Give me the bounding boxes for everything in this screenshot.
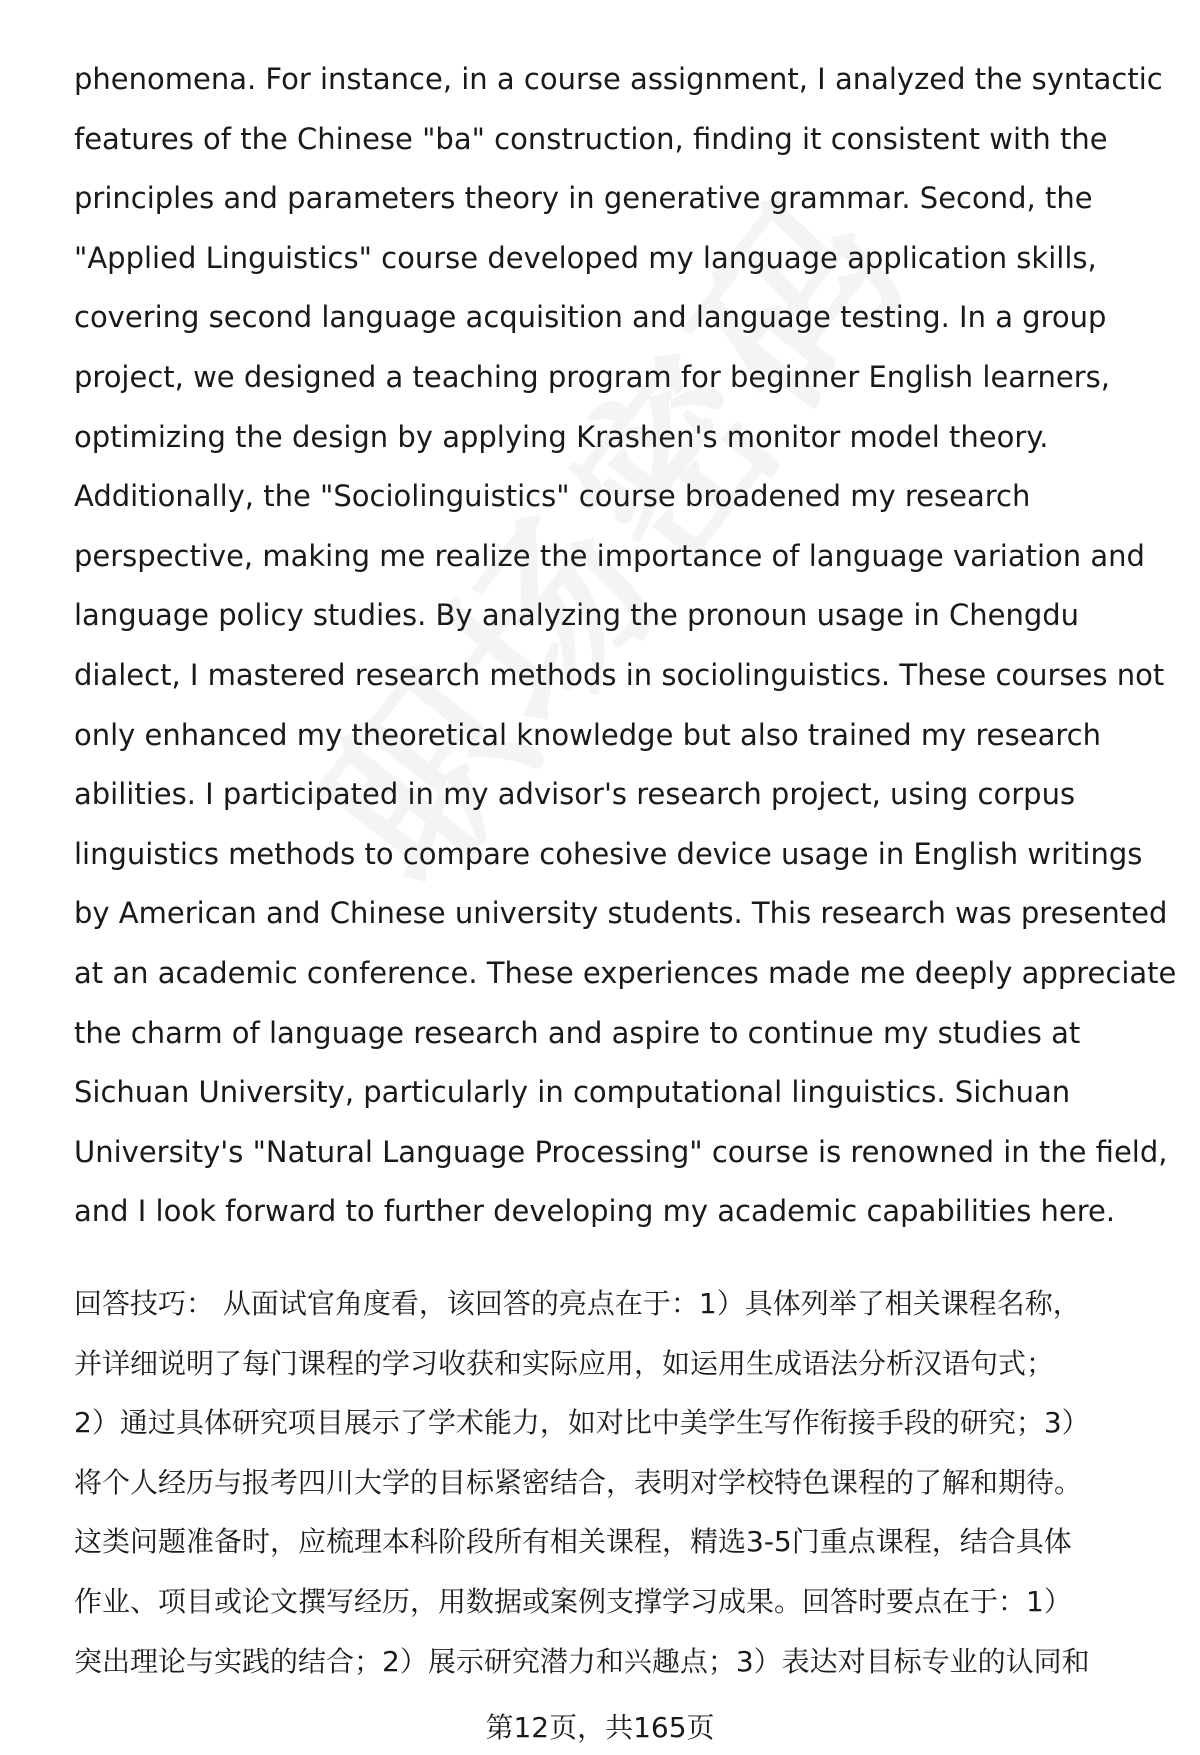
text-line: Sichuan University, particularly in computational linguistics. Sichuan xyxy=(74,1075,1071,1110)
text-line: principles and parameters theory in generative grammar. Second, the xyxy=(74,181,1093,216)
text-line: project, we designed a teaching program for beginner English learners, xyxy=(74,359,1110,394)
text-line: Additionally, the "Sociolinguistics" course broadened my research xyxy=(74,479,1031,514)
text-line: 回答技巧： 从面试官角度看，该回答的亮点在于：1）具体列举了相关课程名称， xyxy=(74,1287,1081,1320)
text-line: linguistics methods to compare cohesive device usage in English writings xyxy=(74,836,1143,871)
answer-tips-paragraph xyxy=(74,1274,1154,1691)
text-line: 并详细说明了每门课程的学习收获和实际应用，如运用生成语法分析汉语句式； xyxy=(74,1346,1055,1380)
text-line: by American and Chinese university students. This research was presented xyxy=(74,896,1168,931)
answer-paragraph-english xyxy=(74,50,1177,1242)
text-line: phenomena. For instance, in a course assignment, I analyzed the syntactic xyxy=(74,62,1163,96)
text-line: 2）通过具体研究项目展示了学术能力，如对比中美学生写作衔接手段的研究；3） xyxy=(74,1406,1090,1440)
text-line: 突出理论与实践的结合；2）展示研究潜力和兴趣点；3）表达对目标专业的认同和 xyxy=(74,1644,1090,1678)
text-line: University's "Natural Language Processing" course is renowned in the field, xyxy=(74,1134,1168,1169)
text-line: dialect, I mastered research methods in sociolinguistics. These courses not xyxy=(74,657,1165,692)
text-line: the charm of language research and aspire to continue my studies at xyxy=(74,1015,1081,1050)
text-line: perspective, making me realize the importance of language variation and xyxy=(74,538,1145,573)
text-line: 将个人经历与报考四川大学的目标紧密结合，表明对学校特色课程的了解和期待。 xyxy=(74,1465,1083,1499)
text-line: at an academic conference. These experiences made me deeply appreciate xyxy=(74,955,1177,990)
text-line: covering second language acquisition and language testing. In a group xyxy=(74,300,1107,335)
text-line: features of the Chinese "ba" construction, finding it consistent with the xyxy=(74,121,1108,156)
text-line: language policy studies. By analyzing the pronoun usage in Chengdu xyxy=(74,598,1080,633)
text-line: optimizing the design by applying Krashen's monitor model theory. xyxy=(74,419,1049,454)
text-line: abilities. I participated in my advisor's research project, using corpus xyxy=(74,777,1076,812)
text-line: and I look forward to further developing my academic capabilities here. xyxy=(74,1194,1116,1229)
text-line: 这类问题准备时，应梳理本科阶段所有相关课程，精选3-5门重点课程，结合具体 xyxy=(74,1525,1072,1559)
text-line: "Applied Linguistics" course developed my language application skills, xyxy=(74,240,1097,275)
text-line: 作业、项目或论文撰写经历，用数据或案例支撑学习成果。回答时要点在于：1） xyxy=(74,1584,1072,1618)
page-number: 第12页，共165页 xyxy=(485,1711,715,1744)
text-line: only enhanced my theoretical knowledge but also trained my research xyxy=(74,717,1101,752)
